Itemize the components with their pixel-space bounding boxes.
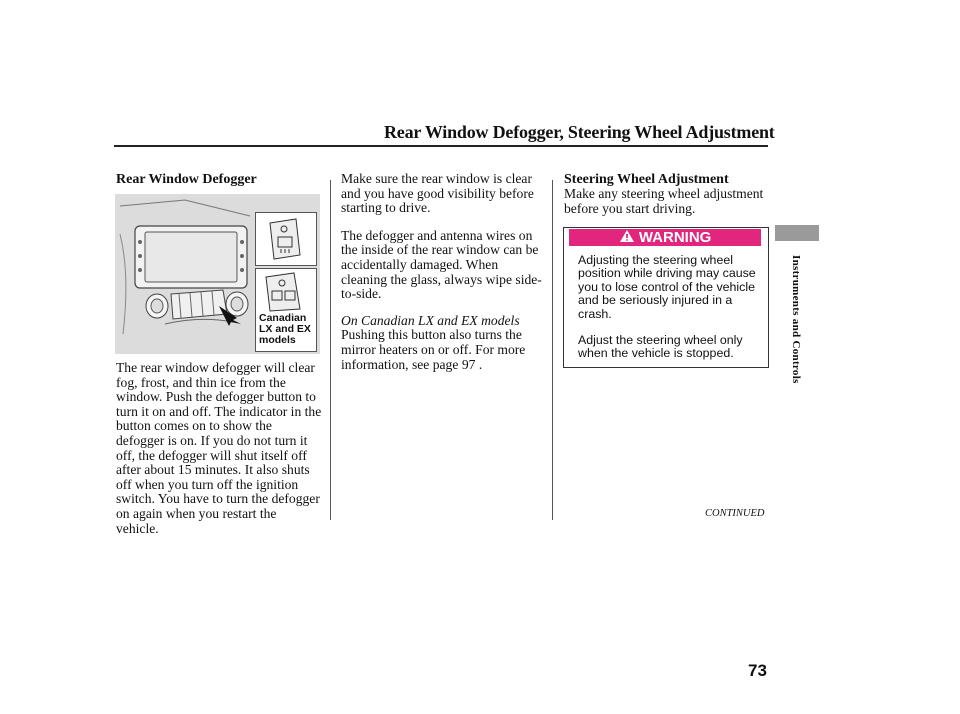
heading-rear-window-defogger: Rear Window Defogger [116,172,257,187]
defogger-paragraph: The rear window defogger will clear fog, frost, and thin ice from the window. Push the defogger button to turn it on and off. The indicator in the button comes on to show the defogger is on. If you do not turn it off, the defogger will shut itself off after about 15 minutes. It also shuts off when you turn off the ignition switch. You have to turn the defogger on again when you restart the vehicle. [116,360,322,536]
defogger-button-inset [255,212,317,266]
mirror-heater-button-icon [256,269,316,313]
warning-triangle-icon [619,229,635,243]
column-divider-2 [552,180,553,520]
mirror-heater-text: Pushing this button also turns the mirror heaters on or off. For more information, see page [341,327,526,372]
steering-intro: Make any steering wheel adjustment before you start driving. [564,186,764,216]
models-label: On Canadian LX and EX models [341,312,520,328]
defogger-button-icon [256,213,316,265]
page-number: 73 [748,661,767,680]
mirror-heater-paragraph [341,328,545,372]
warning-text [578,254,760,374]
section-tab-label: Instruments and Controls [790,255,802,384]
mirror-heater-button-inset [255,268,317,352]
column-2-text [341,172,545,385]
mirror-heater-end: . [478,356,483,372]
header-rule [114,145,768,147]
heading-steering-wheel-adjustment: Steering Wheel Adjustment [564,172,729,187]
column-divider-1 [330,180,331,520]
warning-label: WARNING [638,229,712,246]
visibility-paragraph: Make sure the rear window is clear and you have good visibility before starting to drive. [341,171,534,216]
section-tab-marker [775,225,819,241]
continued-label: CONTINUED [705,508,765,519]
page-reference-link[interactable]: 97 [461,356,476,372]
defogger-description [116,361,322,549]
figure-caption: Canadian LX and EX models [259,312,311,346]
wires-paragraph: The defogger and antenna wires on the inside of the rear window can be accidentally damaged. When cleaning the glass, always wipe side-to-side. [341,227,542,302]
warning-banner [569,229,761,246]
warning-paragraph-2: Adjust the steering wheel only when the vehicle is stopped. [578,333,743,361]
dashboard-illustration [115,194,320,354]
warning-paragraph-1: Adjusting the steering wheel position while driving may cause you to lose control of the vehicle and be seriously injured in a crash. [578,253,756,321]
page-title: Rear Window Defogger, Steering Wheel Adjustment [384,122,775,142]
